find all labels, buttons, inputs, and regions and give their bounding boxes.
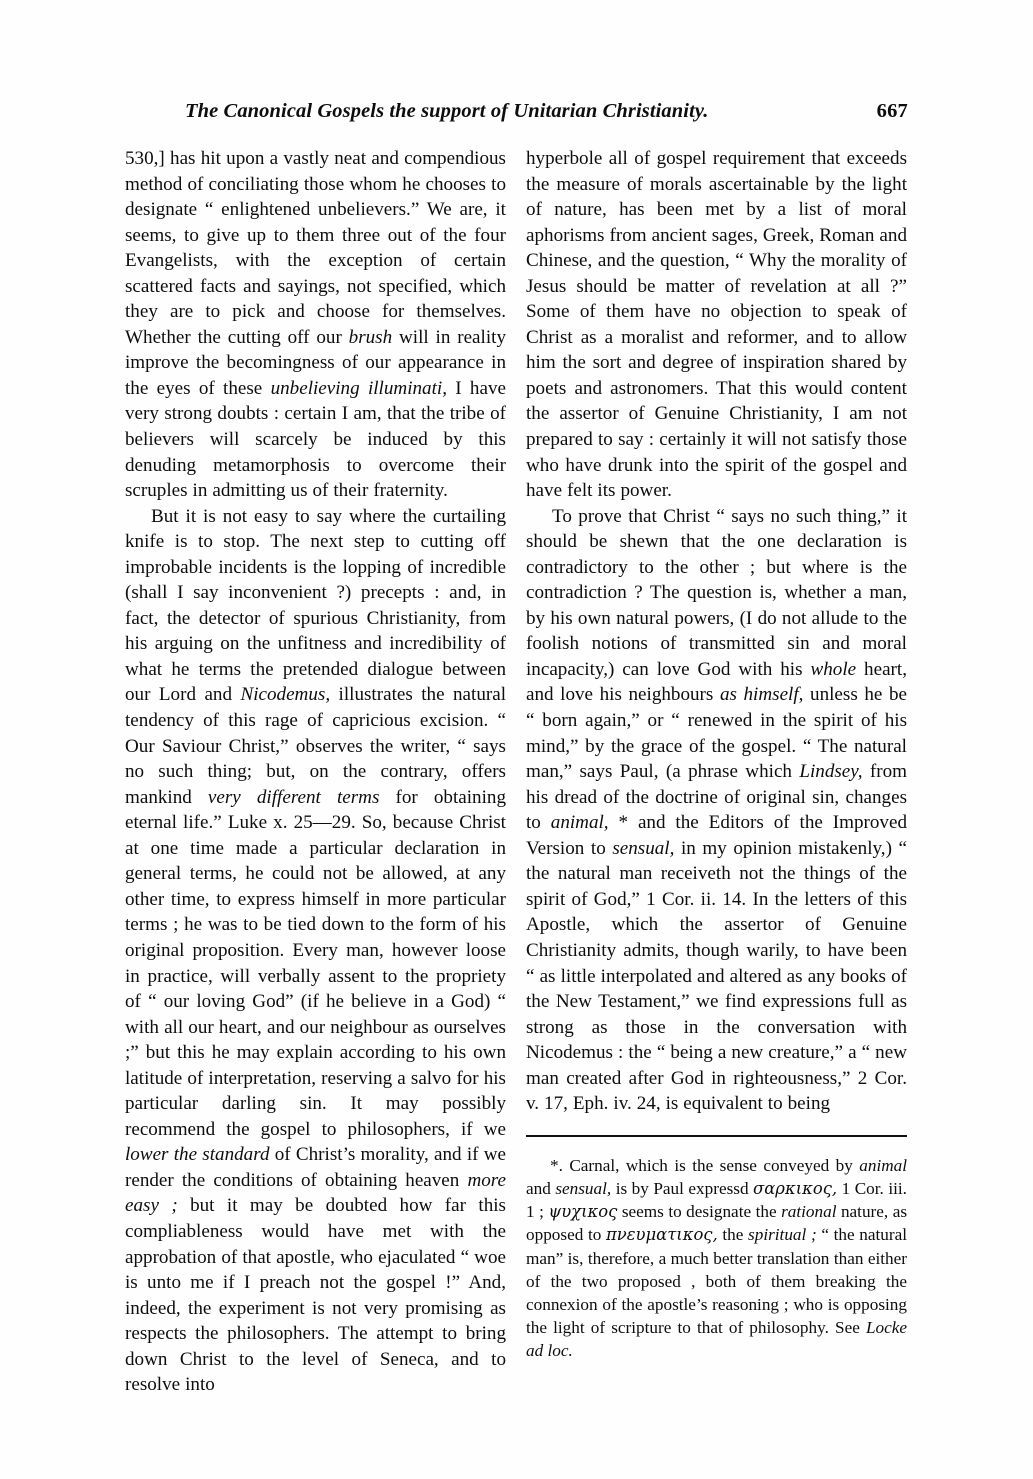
page-number: 667 [876,100,908,122]
right-column-text: hyperbole all of gospel requirement that exceeds the measure of morals ascertainable by the light of nature, has been met by a list of moral aphorisms from ancient sages, Greek, Roman and Chinese, and the question, “ Why the morality of Jesus should be matter of revelation at all ?” Some of them have no objection to speak of Christ as a moralist and reformer, and to allow him the sort and degree of inspiration shared by poets and astronomers. That this would content the assertor of Genuine Christianity, I am not prepared to say : certainly it will not satisfy those who have drunk into the spirit of the gospel and have felt its power. To prove that Christ “ says no such thing,” it should be shewn that the one declaration is contradictory to the other ; but where is the contradiction ? The question is, whether a man, by his own natural powers, (I do not allude to the foolish notions of transmitted sin and moral incapacity,) can love God with his whole heart, and love his neighbours as himself, unless he be “ born again,” or “ renewed in the spirit of his mind,” by the grace of the gospel. “ The natural man,” says Paul, (a phrase which Lindsey, from his dread of the doctrine of original sin, changes to animal, * and the Editors of the Improved Version to sensual, in my opinion mistakenly,) “ the natural man receiveth not the things of the spirit of God,” 1 Cor. ii. 14. In the letters of this Apostle, which the assertor of Genuine Christianity admits, though warily, to have been “ as little interpolated and altered as any books of the New Testament,” we find expressions full as strong as those in the conversation with Nicodemus : the “ being a new creature,” a “ new man created after God in righteousness,” 2 Cor. v. 17, Eph. iv. 24, is equivalent to being [526,148,908,1115]
footnote-separator-rule [526,1135,907,1137]
running-head [125,100,908,132]
footnote-section [526,1135,907,1363]
left-column [125,146,506,1398]
right-column [526,146,907,1398]
body-columns [125,146,908,1398]
left-column-text: 530,] has hit upon a vastly neat and compendious method of conciliating those whom he chooses to designate “ enlightened unbelievers.” We are, it seems, to give up to them three out of the four Evangelists, with the exception of certain scattered facts and sayings, not specified, which they are to pick and choose for themselves. Whether the cutting off our brush will in reality improve the becomingness of our appearance in the eyes of these unbelieving illuminati, I have very strong doubts : certain I am, that the tribe of believers will scarcely be induced by this denuding metamorphosis to overcome their scruples in admitting us of their fraternity. But it is not easy to say where the curtailing knife is to stop. The next step to cutting off improbable incidents is the lopping of incredible (shall I say inconvenient ?) precepts : and, in fact, the detector of spurious Christianity, from his arguing on the unfitness and incredibility of what he terms the pretended dialogue between our Lord and Nicodemus, illustrates the natural tendency of this rage of capricious excision. “ Our Saviour Christ,” observes the writer, “ says no such thing; but, on the contrary, offers mankind very different terms for obtaining eternal life.” Luke x. 25—29. So, because Christ at one time made a particular declaration in general terms, he could not be allowed, at any other time, to express himself in more particular terms ; he was to be tied down to the form of his original proposition. Every man, however loose in practice, will verbally assent to the propriety of “ our loving God” (if he believe in a God) “ with all our heart, and our neighbour as ourselves ;” but this he may explain according to his own latitude of interpretation, reserving a salvo for his particular darling sin. It may possibly recommend the gospel to philosophers, if we lower the standard of Christ’s morality, and if we render the conditions of obtaining heaven more easy ; but it may be doubted how far this compliableness would have met with the approbation of that apostle, who ejaculated “ woe is unto me if I preach not the gospel !” And, indeed, the experiment is not very promising as respects the philosophers. The attempt to bring down Christ to the level of Seneca, and to resolve into [125,148,506,1396]
running-head-title: The Canonical Gospels the support of Unitarian Christianity. [185,100,709,122]
footnote-text: *. Carnal, which is the sense conveyed by animal and sensual, is by Paul expressd σαρκικος, 1 Cor. iii. 1 ; ψυχικος seems to designate the rational nature, as opposed to πνευματικος, the spiritual ; “ the natural man” is, therefore, a much better translation than either of the two proposed , both of them breaking the connexion of the apostle’s reasoning ; who is opposing the light of scripture to that of philosophy. See Locke ad loc. [526,1155,908,1361]
